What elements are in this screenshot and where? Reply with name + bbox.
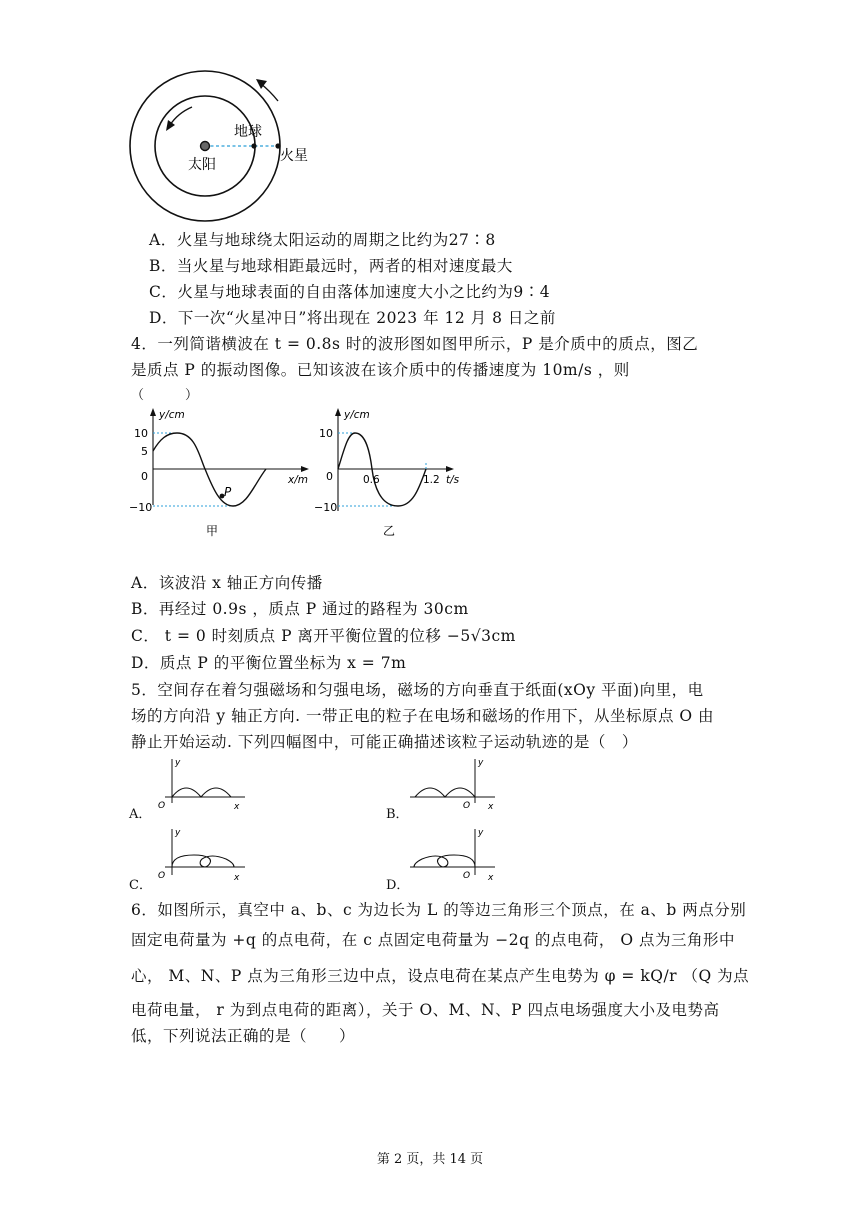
q4-answer-blank: （ ） <box>131 388 199 403</box>
y-label: y <box>478 758 484 768</box>
page-footer: 第 2 页，共 14 页 <box>376 1152 484 1167</box>
trajectory <box>172 855 234 867</box>
y-label: y <box>175 828 181 838</box>
q5-option-b-graph <box>400 755 500 813</box>
sun-label: 太阳 <box>188 157 216 173</box>
q3-option-d: D．下一次“火星冲日”将出现在 2023 年 12 月 8 日之前 <box>149 309 556 327</box>
origin-label: O <box>463 871 471 881</box>
trajectory <box>415 788 475 797</box>
earth-point <box>251 143 256 148</box>
x-label: x <box>234 873 240 883</box>
tick-neg10: −10 <box>314 501 338 514</box>
q5-option-c-graph <box>150 825 250 885</box>
tick-neg10: −10 <box>129 501 153 514</box>
q6-stem-line1: 6．如图所示，真空中 a、b、c 为边长为 L 的等边三角形三个顶点，在 a、b 两点分别 <box>131 901 747 919</box>
tick-0-6: 0.6 <box>363 474 380 486</box>
q5-stem-line3: 静止开始运动. 下列四幅图中，可能正确描述该粒子运动轨迹的是（ ） <box>131 733 638 751</box>
earth-label: 地球 <box>234 124 262 140</box>
arrowhead <box>166 120 175 131</box>
tick-10: 10 <box>319 427 333 440</box>
tick-10: 10 <box>134 427 148 440</box>
trajectory <box>414 855 475 867</box>
q5-option-d-graph <box>400 825 500 885</box>
earth-direction-arrow <box>170 107 192 125</box>
q6-stem-line5: 低，下列说法正确的是（ ） <box>131 1027 356 1045</box>
q3-option-c: C．火星与地球表面的自由落体加速度大小之比约为9∶4 <box>149 283 551 301</box>
ylabel: y/cm <box>344 409 370 421</box>
x-label: x <box>234 802 240 812</box>
trajectory <box>172 788 231 797</box>
q5-stem-line1: 5．空间存在着匀强磁场和匀强电场，磁场的方向垂直于纸面(xOy 平面)向里，电 <box>131 681 704 699</box>
origin-label: O <box>158 801 166 811</box>
x-label: x <box>488 802 494 812</box>
mars-label: 火星 <box>280 148 308 164</box>
q4-stem-line1: 4．一列简谐横波在 t = 0.8s 时的波形图如图甲所示，P 是介质中的质点，图乙 <box>131 335 699 353</box>
caption: 甲 <box>206 524 219 538</box>
q4-option-d: D．质点 P 的平衡位置坐标为 x = 7m <box>131 654 407 672</box>
tick-0: 0 <box>141 470 148 483</box>
tick-0: 0 <box>326 470 333 483</box>
q5-option-c-label: C． <box>129 878 152 893</box>
y-axis-arrow <box>335 408 341 416</box>
tick-1-2: 1.2 <box>423 474 440 486</box>
q5-option-a-graph <box>150 755 250 813</box>
vibration-graph-yi <box>310 405 470 540</box>
q4-stem-line2: 是质点 P 的振动图像。已知该波在该介质中的传播速度为 10m/s ，则 <box>131 361 630 379</box>
q6-stem-line3: 心， M、N、P 点为三角形三边中点，设点电荷在某点产生电势为 φ = kQ/r （Q 为点 <box>131 967 750 985</box>
q5-option-b-label: B． <box>386 807 409 822</box>
q4-option-b: B．再经过 0.9s ，质点 P 通过的路程为 30cm <box>131 600 469 618</box>
y-label: y <box>478 828 484 838</box>
sun <box>201 142 210 151</box>
x-axis-arrow <box>301 466 309 472</box>
origin-label: O <box>158 871 166 881</box>
q6-stem-line4: 电荷电量， r 为到点电荷的距离），关于 O、M、N、P 四点电场强度大小及电势高 <box>131 1001 720 1019</box>
orbit-figure <box>120 65 340 235</box>
y-axis-arrow <box>150 408 156 416</box>
xlabel: x/m <box>288 474 308 486</box>
q4-option-c: C． t = 0 时刻质点 P 离开平衡位置的位移 −5√3cm <box>131 627 516 645</box>
ylabel: y/cm <box>159 409 185 421</box>
point-p-label: P <box>224 485 232 499</box>
x-label: x <box>488 873 494 883</box>
q5-option-a-label: A． <box>129 807 152 822</box>
tick-5: 5 <box>141 445 148 458</box>
tlabel: t/s <box>446 474 460 486</box>
q5-option-d-label: D． <box>386 878 410 893</box>
wave-graph-jia <box>125 405 320 540</box>
q6-stem-line2: 固定电荷量为 +q 的点电荷，在 c 点固定电荷量为 −2q 的点电荷， O 点为三角形中 <box>131 931 735 949</box>
caption: 乙 <box>383 524 396 538</box>
origin-label: O <box>463 801 471 811</box>
q3-option-b: B．当火星与地球相距最远时，两者的相对速度最大 <box>149 257 513 275</box>
q4-option-a: A．该波沿 x 轴正方向传播 <box>131 574 323 592</box>
y-label: y <box>175 758 181 768</box>
t-axis-arrow <box>446 466 454 472</box>
q3-option-a: A．火星与地球绕太阳运动的周期之比约为27∶8 <box>149 231 496 249</box>
q5-stem-line2: 场的方向沿 y 轴正方向. 一带正电的粒子在电场和磁场的作用下，从坐标原点 O 由 <box>131 707 715 725</box>
